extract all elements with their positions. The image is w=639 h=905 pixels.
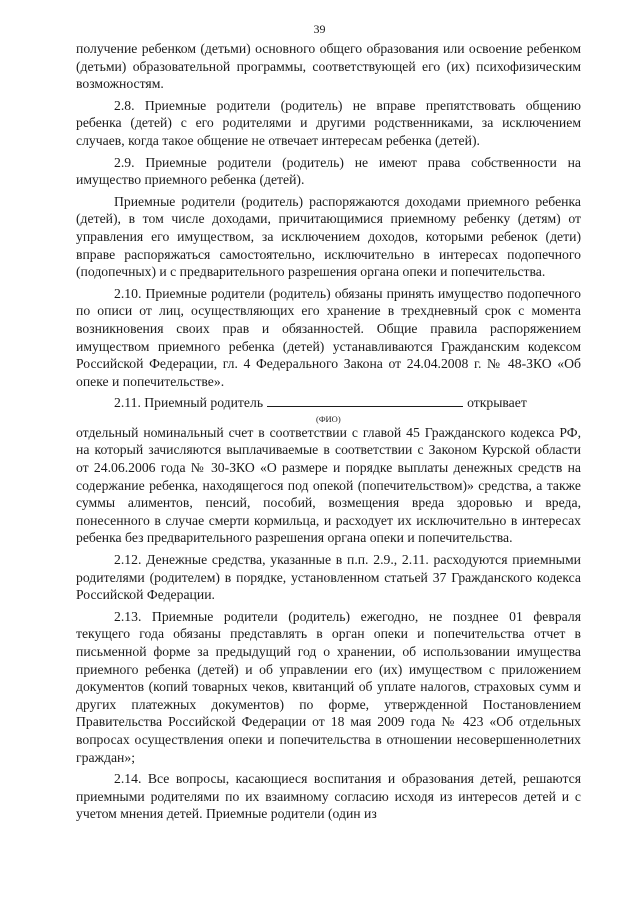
paragraph-2-10: 2.10. Приемные родители (родитель) обязаны принять имущество подопечного по описи от лиц, осуществляющих его хранение в трехдневный срок с момента возникновения своих прав и обязанностей. Общие правила распоряжением имуществом приемного ребенка (детей) устанавливаются Гражданским кодексом Российской Федерации, гл. 4 Федерального Закона от 24.04.2008 г. № 48-ЗКО «Об опеке и попечительстве». — [76, 285, 581, 389]
paragraph-2-9: 2.9. Приемные родители (родитель) не имеют права собственности на имущество приемного ребенка (детей). — [76, 154, 581, 188]
document-body — [76, 40, 581, 827]
paragraph-2-9-income: Приемные родители (родитель) распоряжаются доходами приемного ребенка (детей), в том числе доходами, причитающимися приемному ребенку (детям) от управления его имуществом, за исключением доходов, которыми ребенок (дети) вправе распоряжаться самостоятельно, исключительно в интересах подопечного (подопечных) и с предварительного разрешения органа опеки и попечительства. — [76, 193, 581, 280]
paragraph-2-11-prefix: 2.11. Приемный родитель — [114, 395, 264, 411]
paragraph-2-11-body: отдельный номинальный счет в соответствии с главой 45 Гражданского кодекса РФ, на который зачисляются выплачиваемые в соответствии с Законом Курской области от 24.06.2006 года № 30-ЗКО «О размере и порядке выплаты денежных средств на содержание ребенка, находящегося под опекой (попечительством)» средства, а также суммы алиментов, пенсий, пособий, возмещения вреда здоровью и вреда, понесенного в случае смерти кормильца, и расходует их исключительно в интересах ребенка без предварительного разрешения органа опеки и попечительства. — [76, 424, 581, 546]
paragraph-2-8: 2.8. Приемные родители (родитель) не вправе препятствовать общению ребенка (детей) с его родителями и другими родственниками, за исключением случаев, когда такое общение не отвечает интересам ребенка (детей). — [76, 97, 581, 148]
paragraph-2-12: 2.12. Денежные средства, указанные в п.п. 2.9., 2.11. расходуются приемными родителями (родителем) в порядке, установленном статьей 37 Гражданского кодекса Российской Федерации. — [76, 552, 581, 603]
paragraph-2-11-suffix: открывает — [467, 395, 527, 411]
name-blank-line — [267, 394, 463, 407]
paragraph-continuation: получение ребенком (детьми) основного общего образования или освоение ребенком (детьми) образовательной программы, соответствующей его (их) психофизическим возможностям. — [76, 41, 581, 92]
paragraph-2-11-lead — [76, 394, 581, 412]
fio-caption: (ФИО) — [316, 413, 341, 424]
paragraph-2-13: 2.13. Приемные родители (родитель) ежегодно, не позднее 01 февраля текущего года обязаны представлять в орган опеки и попечительства отчет в письменной форме за предыдущий год о хранении, об использовании имущества приемного ребенка (детей) и об управлении его (их) имуществом с приложением документов (копий товарных чеков, квитанций об уплате налогов, страховых сумм и других платежных документов) по форме, утвержденной Постановлением Правительства Российской Федерации от 18 мая 2009 года № 423 «Об отдельных вопросах осуществления опеки и попечительства в отношении несовершеннолетних граждан»; — [76, 608, 581, 765]
page-number: 39 — [313, 22, 326, 36]
paragraph-2-14: 2.14. Все вопросы, касающиеся воспитания и образования детей, решаются приемными родителями по их взаимному согласию исходя из интересов детей и с учетом мнения детей. Приемные родители (один из — [76, 771, 581, 822]
